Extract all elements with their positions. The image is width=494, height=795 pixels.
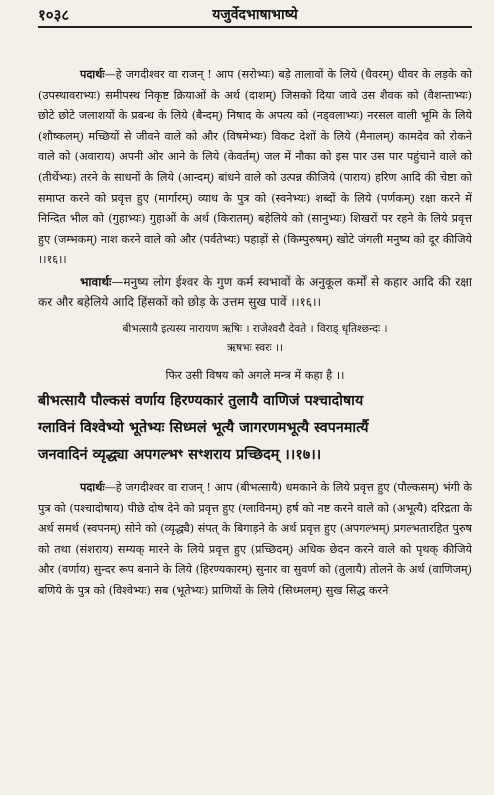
mantra-metadata bbox=[38, 320, 472, 358]
running-title: यजुर्वेदभाषाभाष्ये bbox=[212, 7, 298, 23]
page-number: १०३८ bbox=[38, 6, 70, 24]
padartha-label: पदार्थः bbox=[80, 67, 105, 81]
mantra-line-3: जनवादिनं व्यृद्ध्या अपगल्भꣳ सꣳशराय प्रच्छिदम् ।।१७।। bbox=[38, 446, 322, 463]
mantra-17 bbox=[38, 388, 472, 469]
bhavartha-label: भावार्थः bbox=[80, 274, 112, 289]
bhavartha-paragraph bbox=[38, 272, 472, 312]
verse-16-commentary bbox=[38, 64, 472, 312]
padartha-text-2: —हे जगदीश्वर वा राजन् ! आप (बीभत्सायै) धमकाने के लिये प्रवृत्त हुए (पौल्कसम्) भंगी के पुत्र को (पश्चादोषाय) पीछे दोष देने को प्रवृत्त हुए (ग्लाविनम्) हर्ष को नष्ट करने वाले को (अभूत्यै) दरिद्रता के अर्थ समर्थ (स्वपनम्) सोने को (व्यृद्ध्यै) संपत् के बिगाड़ने के अर्थ प्रवृत्त हुए (अपगल्भम्) प्रगल्भतारहित पुरुष को तथा (संशराय) सम्यक् मारने के लिये प्रवृत्त हुए (प्रच्छिदम्) अधिक छेदन करने वाले को पृथक् कीजिये और (वर्णाय) सुन्दर रूप बनाने के लिये (हिरण्यकारम्) सुनार वा सुवर्ण को (तुलायै) तोलने के अर्थ (वाणिजम्) बणिये के पुत्र को (विश्वेभ्यः) सब (भूतेभ्यः) प्राणियों के लिये (सिध्मलम्) सुख सिद्ध करने bbox=[38, 480, 472, 597]
padartha-paragraph bbox=[38, 64, 472, 271]
mantra-intro: फिर उसी विषय को अगले मन्त्र में कहा है ।। bbox=[165, 367, 345, 382]
verse-17-commentary bbox=[38, 477, 472, 602]
page-header bbox=[38, 4, 472, 28]
padartha-paragraph-2 bbox=[38, 477, 472, 602]
svara-line: ऋषभः स्वरः ।। bbox=[227, 341, 283, 354]
rishi-devata-chhanda: बीभत्सायै इत्यस्य नारायण ऋषिः । राजेश्वरौ देवते । विराड् धृतिश्छन्दः । bbox=[122, 322, 388, 335]
padartha-text: —हे जगदीश्वर वा राजन् ! आप (सरोभ्यः) बड़े तालावों के लिये (धैवरम्) धीवर के लड़के को (उपस्थावराभ्यः) समीपस्थ निकृष्ट क्रियाओं के अर्थ (दाशम्) जिसको दिया जावे उस शैवक को (वैशन्ताभ्यः) छोटे छोटे जलाशयों के प्रबन्ध के लिये (बैन्दम्) निषाद के अपत्य को (नड्वलाभ्यः) नरसल वाली भूमि के लिये (शौष्कलम्) मच्छियों से जीवने वाले को और (विषमेभ्यः) विकट देशों के लिये (मैनालम्) कामदेव को रोकने वाले को (अवाराय) अपनी ओर आने के लिये (केवर्तम्) जल में नौका को इस पार उस पार पहुंचाने वाले को (तीर्थेभ्यः) तरने के साधनों के लिये (आन्दम्) बांधने वाले को उत्पन्न कीजिये (पाराय) हरिण आदि की चेष्टा को समाप्त करने को प्रवृत्त हुए (मार्गारम्) व्याध के पुत्र को (स्वनेभ्यः) शब्दों के लिये (पर्णकम्) रक्षा करने में निन्दित भील को (गुहाभ्यः) गुहाओं के अर्थ (किरातम्) बहेलिये को (सानुभ्यः) शिखरों पर रहने के लिये प्रवृत्त हुए (जम्भकम्) नाश करने वाले को और (पर्वतेभ्यः) पहाड़ों से (किम्पुरुषम्) खोटे जंगली मनुष्य को दूर कीजिये ।।१६।। bbox=[38, 68, 472, 267]
bhavartha-text: —मनुष्य लोग ईश्वर के गुण कर्म स्वभावों के अनुकूल कर्मों से कहार आदि की रक्षा कर और बहेलिये आदि हिंसकों को छोड़ के उत्तम सुख पावें ।।१६।। bbox=[38, 274, 472, 309]
mantra-line-1: बीभत्सायै पौल्कसं वर्णाय हिरण्यकारं तुलायै वाणिजं पश्चादोषाय bbox=[38, 392, 364, 409]
padartha-label-2: पदार्थः bbox=[80, 479, 105, 494]
mantra-line-2: ग्लाविनं विश्वेभ्यो भूतेभ्यः सिध्मलं भूत्यै जागरणमभूत्यै स्वपनमार्त्यै bbox=[38, 419, 369, 436]
